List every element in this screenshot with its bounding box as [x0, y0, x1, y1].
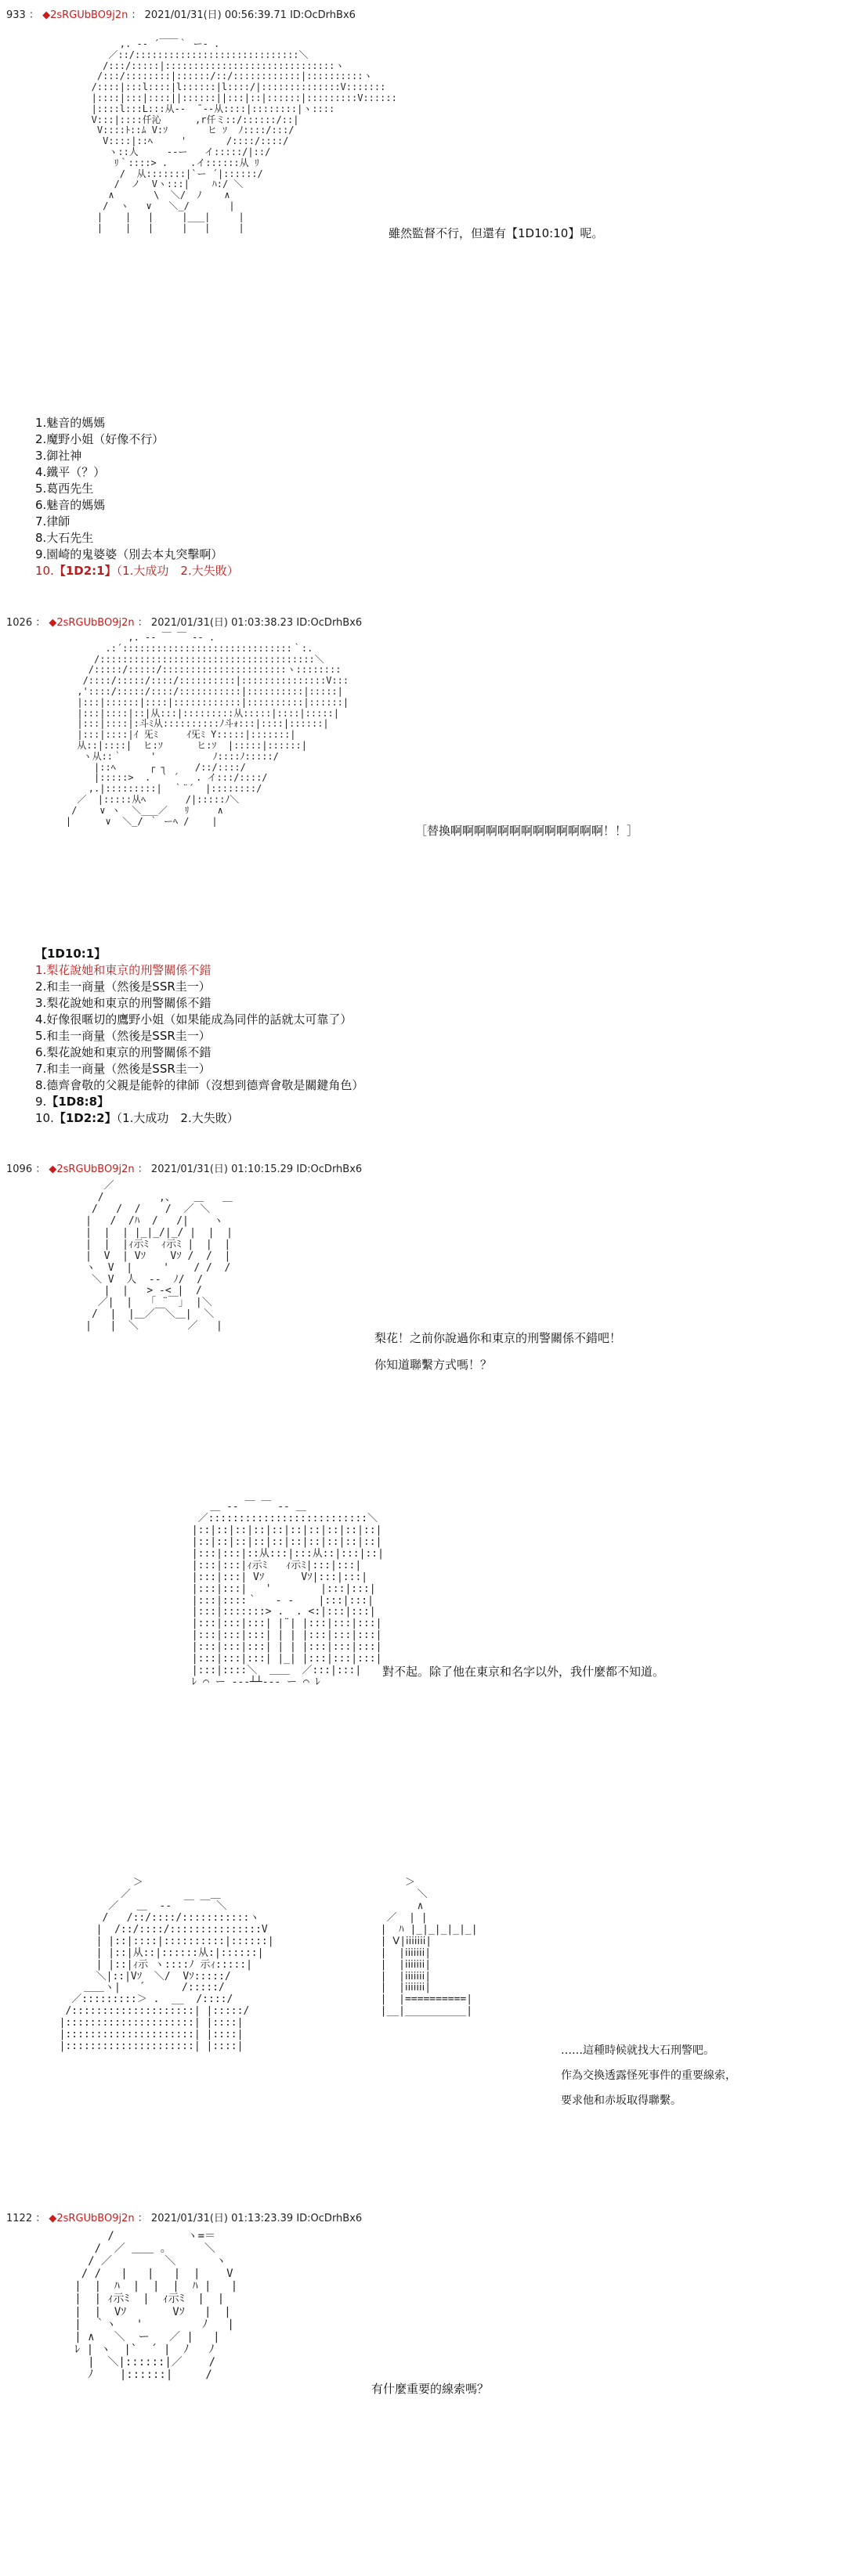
list-item: 8.大石先生: [35, 531, 94, 545]
ascii-art-character: ＞ ／ ＿ ／ ＿ -‐ ￣ ￣ ＼ / /::/::::/:::::::::::ヽ | /::/::::/:::::::::::::::V | |::|::::|::::::::::|::::::| | |::|从::|::::::从:|::::::| | |::|ｨ示 ヽ::::ﾉ 示ｨ:::::| ＼|::|Vｿ ＼/ Vｿ:::::/ ＿＿ヽ| ´ /:::::/ ／:::::::::＞ . __ /::::/ /::::::::::::::::::::| |:::::/ |:::::::::::::::::::::| |::::| |:::::::::::::::::::::| |::::| |:::::::::::::::::::::| |::::|: [59, 1877, 274, 2053]
list-item: 2.魔野小姐（好像不行）: [35, 432, 164, 446]
list-item-roll: 10.【1D2:1】（1.大成功 2.大失敗）: [35, 564, 239, 578]
dice-roll: 【1D8:8】: [46, 1095, 110, 1109]
list-item: 7.和圭一商量（然後是SSR圭一）: [35, 1062, 211, 1076]
post-1122: [0, 2206, 846, 2576]
list-item-roll: 9.【1D8:8】: [35, 1095, 110, 1109]
dice-roll: 【1D2:1】: [53, 564, 117, 578]
list-item: 1.魅音的媽媽: [35, 416, 106, 430]
post-header: 1122 ： ◆2sRGUbBO9j2n ： 2021/01/31(日) 01:13:23.39 ID:OcDrhBx6: [6, 2213, 363, 2224]
trip-diamond-icon: ◆: [42, 9, 51, 21]
list-item: 4.鐵平（？）: [35, 465, 106, 479]
list-item: 8.德齊會敬的父親是能幹的律師（沒想到德齊會敬是關鍵角色）: [35, 1078, 364, 1092]
post-header: 1096 ： ◆2sRGUbBO9j2n ： 2021/01/31(日) 01:10:15.29 ID:OcDrhBx6: [6, 1164, 363, 1175]
list-item: 6.魅音的媽媽: [35, 498, 106, 512]
trip-diamond-icon: ◆: [49, 1164, 57, 1175]
dialogue-text: 梨花！之前你說過你和東京的刑警關係不錯吧！: [374, 1331, 622, 1345]
list-item: 5.葛西先生: [35, 482, 94, 496]
list-item: 3.御社神: [35, 449, 82, 463]
post-id[interactable]: ID:OcDrhBx6: [296, 1164, 363, 1175]
tripcode[interactable]: 2sRGUbBO9j2n: [56, 2213, 135, 2224]
list-item: 6.梨花說她和東京的刑警關係不錯: [35, 1045, 212, 1059]
post-datetime: 2021/01/31(日) 00:56:39.71: [144, 9, 287, 21]
post-datetime: 2021/01/31(日) 01:03:38.23: [150, 617, 294, 629]
ascii-art-character: ／ / ,、 ＿ ＿ / / / / ／ ＼ | / /ﾊ / /| ヽ | | | |_|_/|_/ | | | | | |ｨ示ﾐ ｨ示ﾐ | | | | V | Vｿ Vｿ / / | ヽ V | ' / / / ＼ V 人 ‐- ﾉ/ / | | > -< | / ／| | ｢ ¨￣｣ |＼ / | |＿／￣＼＿| ＼ | | ＼ ／ |: [85, 1180, 233, 1333]
list-item: 3.梨花說她和東京的刑警關係不錯: [35, 996, 212, 1010]
post-datetime: 2021/01/31(日) 01:13:23.39: [150, 2213, 294, 2224]
post-number: 1026: [6, 617, 33, 629]
post-number: 933: [6, 9, 26, 21]
post-id[interactable]: ID:OcDrhBx6: [296, 617, 363, 629]
ascii-art-character: ,. -‐ ´￣￣｀ ー- . ／::/:::::::::::::::::::::::::::::＼ /:::/:::::|::::::::::::::::::::::::::::::ヽ /:::/::::::::|::::::/::/::::::::::::|::::::::::ヽ /::::|:::l::::|l::::::|l::::/|::::::::::::::V::::::: |::::|:::|::::||::::::||:::|::|::::::|:::::::::V:::::: |::::l:::L:::从-‐ ̄ ‐-从::::|::::::::|ヽ:::: V:::|::::仟沁 ,r仟ミ::/::::::/::| V::::ﾄ::ﾑ V:ｿ ヒ ｿ ﾉ::::/:::/ V::::|::ﾍ ' /::::/::::/ ヽ::人 ‐-ー イ:::::/|::/ ﾘ｀::::> . .イ::::::从 ﾘ / 从:::::::|`ー ´|::::::/ / ノ Vヽ:::| ﾊ:/ ＼ ∧ \ ＼/ ﾉ ∧ / ヽ ∨ ＼_/ | | | | |___| | | | | | | |: [91, 38, 397, 233]
post-933: [0, 0, 846, 611]
choice-list: [35, 415, 239, 579]
tripcode[interactable]: 2sRGUbBO9j2n: [56, 1164, 135, 1175]
post-header: 1026 ： ◆2sRGUbBO9j2n ： 2021/01/31(日) 01:03:38.23 ID:OcDrhBx6: [6, 617, 363, 629]
dialogue-text: 雖然監督不行，但還有【1D10:10】呢。: [389, 226, 604, 240]
post-1096: [0, 1157, 846, 2167]
list-item-selected: 1.梨花說她和東京的刑警關係不錯: [35, 963, 212, 977]
ascii-art-character: / ヽ=＝ / ／ ＿＿ 。 ＼ / ／ ＼ ヽ / / | | | | V | | ﾊ | | | ﾊ | | | | ｨ示ﾐ | ｨ示ﾐ | | | | Vｿ Vｿ | | | ｀ヽ ' ﾉ | | ∧ ＼ ー ／ | | ﾚ | ヽ |` ´ | ﾉ ﾉ | ＼|::::::|／ / ﾉ |::::::| /: [74, 2230, 238, 2382]
dialogue-text: 有什麼重要的線索嗎？: [371, 2382, 490, 2396]
ascii-art-character: ,. -‐ ￣ ￣ ‐- . .:´::::::::::::::::::::::::::::::｀:. /::::::::::::::::::::::::::::::::::::::＼ /:::::/:::::/::::::::::::::::::::::ヽ:::::::: /::::/:::::/::::/::::::::::|:::::::::::::::V::: ,'::::/:::::/::::/:::::::::::|::::::::::|:::::| |:::|::::::|::::|::::::::::::|::::::::::|::::::| |:::|::::|::|从:::|:::::::::从:::::|::::|:::::| |:::|::::|:斗ﾐ从::::::::::ﾉ斗ｫ:::|::::|::::::| |:::|::::|ｲ 旡ﾐ ｲ旡ﾐ Y:::::|:::::::| 从::|::::| ヒ:ｿ ヒ:ｿ |:::::|::::::| ヽ从::｀ ' ﾉ::::ﾉ:::::/ |::ﾍ ┌ ┐ /::/::::/ |:::::> . ` ´ . イ:::/::::/ ,.|:::::::::| ｀¨´ |::::::::/ ／ |:::::从ﾍ /|:::::ﾉ＼ / ∨ ヽ ＼___／ ﾘ ∧ | ∨ ＼_/ ｀ ーﾍ / |: [65, 632, 349, 827]
list-item: 7.律師: [35, 514, 70, 529]
dice-roll: 【1D2:2】: [53, 1111, 117, 1125]
post-id[interactable]: ID:OcDrhBx6: [290, 9, 356, 21]
post-1026: [0, 609, 846, 1157]
trip-diamond-icon: ◆: [49, 2213, 57, 2224]
list-head-roll: 【1D10:1】: [35, 947, 107, 961]
post-number: 1122: [6, 2213, 33, 2224]
ascii-art-background: ＞ ＼ ∧ ／ | | | ﾊ |_|_|_|_|_| | Ⅴ|ⅰⅰⅰⅰⅰⅰⅰ| | |ⅰⅰⅰⅰⅰⅰⅰ| | |ⅰⅰⅰⅰⅰⅰⅰ| | |ⅰⅰⅰⅰⅰⅰⅰ| | |ⅰⅰⅰⅰⅰⅰⅰ| | |==========| |__|__________|: [380, 1877, 478, 2018]
list-item: 2.和圭一商量（然後是SSR圭一）: [35, 980, 211, 994]
list-item: 4.好像很暱切的鷹野小姐（如果能成為同伴的話就太可靠了）: [35, 1012, 352, 1026]
dialogue-text: ［替換啊啊啊啊啊啊啊啊啊啊啊啊啊！！］: [415, 824, 639, 838]
post-id[interactable]: ID:OcDrhBx6: [296, 2213, 363, 2224]
list-item: 9.園崎的鬼婆婆（別去本丸突擊啊）: [35, 547, 223, 561]
ascii-art-character: ＿ -‐ ￣ ￣ ‐- ＿ ／::::::::::::::::::::::::::＼ |::|::|::|::|::|::|::|::|::|::| |::|::|::|::|::|::|::|::|::|::| |:::|:::|::从:::|:::从::|:::|::| |:::|:::|ｨ示ﾐ ｨ示ﾐ|:::|:::| |:::|:::| Vｿ Vｿ|:::|:::| |:::|:::| ' |:::|:::| |:::|::::｀ - - |:::|:::| |:::|:::::::> . . <:|:::|:::| |:::|:::|:::| |¨| |:::|:::|:::| |:::|:::|:::| | | |:::|:::|:::| |:::|:::|:::| | | |:::|:::|:::| |:::|:::|:::| |_| |:::|:::|:::| |:::|::::＼ ＿＿ ／:::|:::| ﾚ ⌒ ー ‐--┴┴--‐ ー ⌒ ﾚ: [191, 1501, 384, 1689]
post-number: 1096: [6, 1164, 33, 1175]
trip-diamond-icon: ◆: [49, 617, 57, 629]
tripcode[interactable]: 2sRGUbBO9j2n: [50, 9, 128, 21]
dialogue-text: 作為交換透露怪死事件的重要線索，: [561, 2069, 736, 2082]
dialogue-text: 對不起。除了他在東京和名字以外，我什麼都不知道。: [382, 1665, 665, 1679]
dialogue-text: 要求他和赤坂取得聯繫。: [561, 2094, 682, 2107]
list-item-roll: 10.【1D2:2】（1.大成功 2.大失敗）: [35, 1111, 239, 1125]
choice-list: [35, 946, 363, 1127]
list-item: 5.和圭一商量（然後是SSR圭一）: [35, 1029, 211, 1043]
dialogue-text: 你知道聯繫方式嗎！？: [374, 1358, 493, 1372]
post-header: 933 ： ◆2sRGUbBO9j2n ： 2021/01/31(日) 00:56:39.71 ID:OcDrhBx6: [6, 9, 356, 21]
tripcode[interactable]: 2sRGUbBO9j2n: [56, 617, 135, 629]
dialogue-text: ……這種時候就找大石刑警吧。: [561, 2044, 714, 2057]
post-datetime: 2021/01/31(日) 01:10:15.29: [150, 1164, 294, 1175]
